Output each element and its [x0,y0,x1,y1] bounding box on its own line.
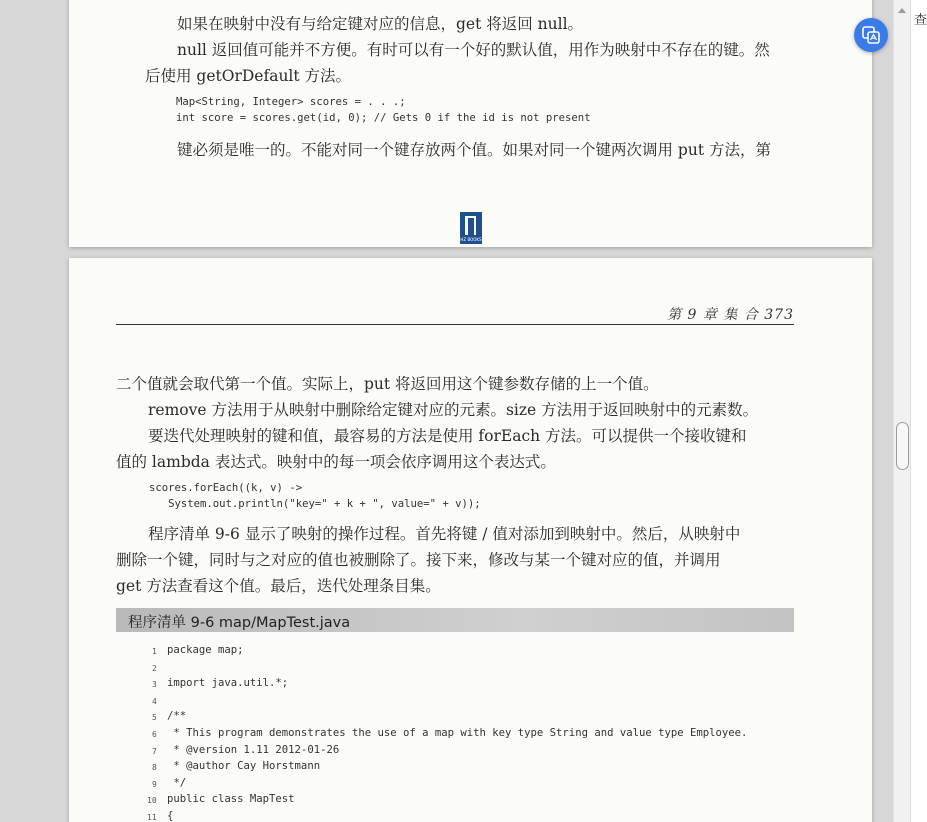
line-number: 5 [152,713,157,723]
publisher-logo: HZ BOOKS [460,212,482,244]
listing-title-bar [116,608,794,632]
text-line: null 返回值可能并不方便。有时可以有一个好的默认值，用作为映射中不存在的键。然 [177,41,770,59]
code-line: /** [167,710,187,723]
line-number: 2 [152,663,157,673]
code-line: int score = scores.get(id, 0); // Gets 0 if the id is not present [176,112,591,124]
text-line: 键必须是唯一的。不能对同一个键存放两个值。如果对同一个键两次调用 put 方法，第 [177,141,771,159]
code-line: System.out.println("key=" + k + ", value=" + v)); [149,498,481,510]
text-line: remove 方法用于从映射中删除给定键对应的元素。size 方法用于返回映射中的元素数。 [148,401,759,419]
line-number: 1 [152,647,157,656]
line-number: 9 [152,779,157,789]
pdf-page-373 [69,258,872,822]
code-line: import java.util.*; [167,677,289,690]
text-line: 后使用 getOrDefault 方法。 [145,67,352,85]
text-line: 如果在映射中没有与给定键对应的信息，get 将返回 null。 [177,15,584,33]
page-header: 第 9 章 集 合 373 [667,307,794,323]
code-line: package map; [167,644,244,656]
text-line: 删除一个键，同时与之对应的值也被删除了。接下来，修改与某一个键对应的值，并调用 [116,551,721,569]
text-line: 要迭代处理映射的键和值，最容易的方法是使用 forEach 方法。可以提供一个接收键和 [148,427,747,445]
code-line: */ [167,776,187,789]
side-panel-label: 查 [914,13,927,28]
line-number: 10 [147,796,157,806]
line-number: 7 [152,746,157,756]
text-line: 值的 lambda 表达式。映射中的每一项会依序调用这个表达式。 [116,453,556,471]
line-number: 4 [152,696,157,706]
vertical-scrollbar[interactable] [893,0,911,822]
translate-button[interactable] [854,18,888,52]
line-number: 6 [152,730,157,739]
text-line: get 方法查看这个值。最后，迭代处理条目集。 [116,577,441,595]
code-line: public class MapTest [167,793,295,806]
scrollbar-thumb[interactable] [896,422,909,470]
scroll-up-arrow-icon[interactable] [898,8,906,13]
text-line: 二个值就会取代第一个值。实际上，put 将返回用这个键参数存储的上一个值。 [116,375,659,393]
header-rule [116,324,794,325]
side-panel-edge[interactable] [910,0,927,822]
pdf-page-372 [69,0,872,247]
line-number: 11 [147,813,157,822]
line-number: 8 [152,763,157,773]
listing-title: 程序清单 9-6 map/MapTest.java [128,615,351,631]
translate-icon [862,26,880,44]
code-line: * @version 1.11 2012-01-26 [167,743,340,756]
code-line: * This program demonstrates the use of a map with key type String and value type Employee. [167,727,748,739]
line-number: 3 [152,680,157,690]
code-line: { [167,810,174,822]
code-line: * @author Cay Horstmann [167,760,321,773]
text-line: 程序清单 9-6 显示了映射的操作过程。首先将键 / 值对添加到映射中。然后，从映射中 [148,525,741,543]
code-line: Map<String, Integer> scores = . . .; [176,96,406,108]
code-line: scores.forEach((k, v) -> [149,482,303,494]
